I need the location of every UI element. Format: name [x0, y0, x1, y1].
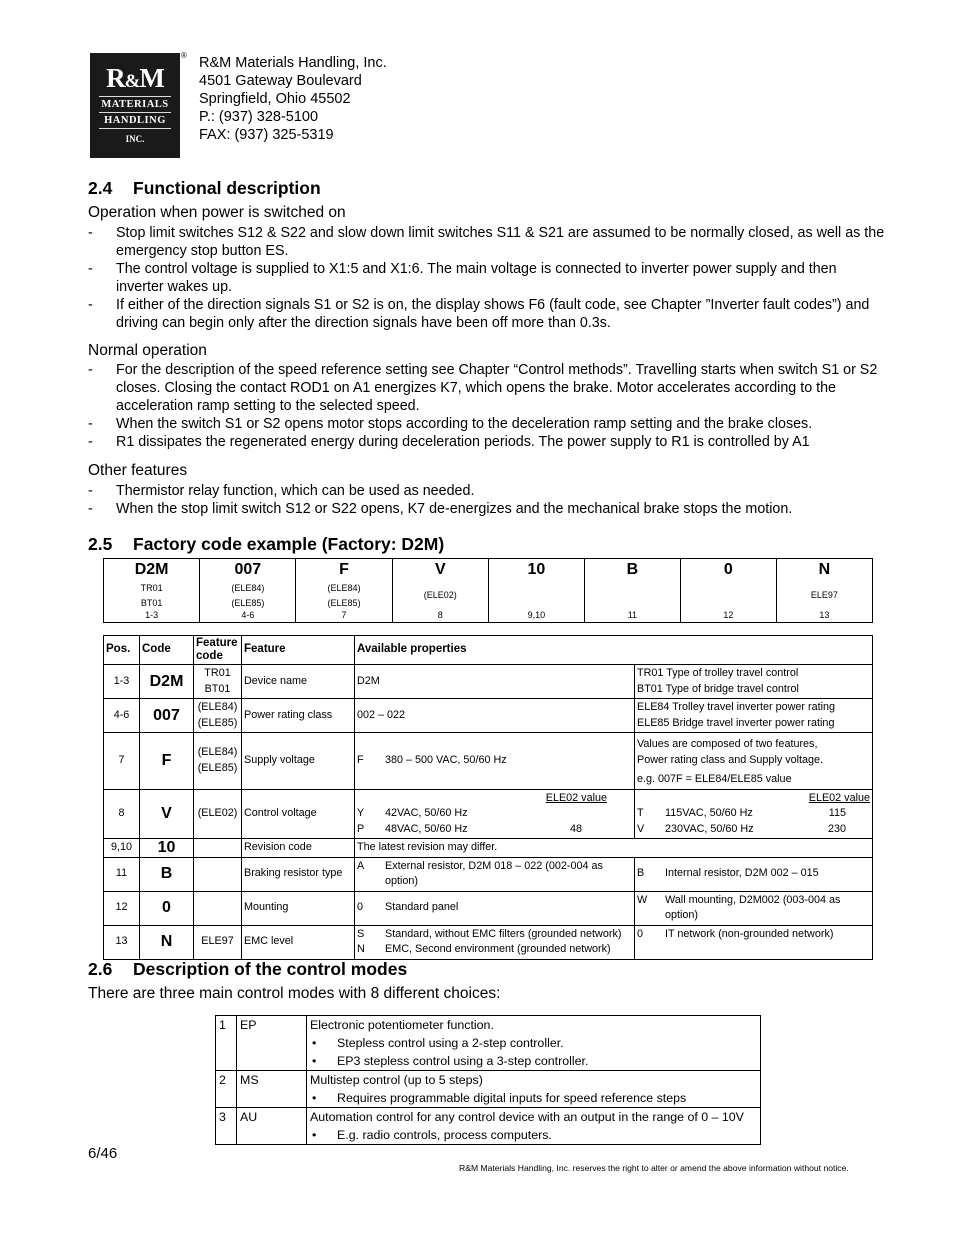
table-row	[104, 925, 873, 959]
table-cell: 0	[140, 891, 194, 925]
table-cell: ELE02 value T 115VAC, 50/60 Hz 115 V 230VAC, 50/60 Hz 230	[635, 789, 873, 839]
table-row	[216, 1016, 761, 1071]
table-cell: S Standard, without EMC filters (grounded network) N EMC, Second environment (grounded network)	[355, 925, 635, 959]
logo-line3: INC.	[125, 134, 145, 144]
subheading-other-features: Other features	[88, 462, 188, 479]
address-line: FAX: (937) 325-5319	[199, 127, 334, 143]
code-cell: 10 9,10	[488, 559, 584, 623]
table-cell: Mounting	[242, 891, 355, 925]
table-cell: AU	[237, 1108, 307, 1145]
table-cell: 2	[216, 1071, 237, 1108]
table-cell: A External resistor, D2M 018 – 022 (002-004 as option)	[355, 857, 635, 891]
table-cell: (ELE02)	[194, 789, 242, 839]
list-item: - When the stop limit switch S12 or S22 opens, K7 de-energizes and the mechanical brake stops the motion.	[88, 500, 888, 518]
table-cell	[194, 891, 242, 925]
table-cell: 8	[104, 789, 140, 839]
table-cell: Pos.	[104, 636, 140, 665]
table-cell	[194, 857, 242, 891]
table-cell: EP	[237, 1016, 307, 1071]
table-cell: 11	[104, 857, 140, 891]
table-cell: 0 IT network (non-grounded network)	[635, 925, 873, 959]
address-line: Springfield, Ohio 45502	[199, 91, 351, 107]
table-cell: Values are composed of two features, Power rating class and Supply voltage. e.g. 007F = ELE84/ELE85 value	[635, 733, 873, 790]
table-cell: Control voltage	[242, 789, 355, 839]
code-cell: B 11	[584, 559, 680, 623]
table-cell: B Internal resistor, D2M 002 – 015	[635, 857, 873, 891]
table-row	[216, 1071, 761, 1108]
company-address	[199, 54, 387, 144]
table-cell: (ELE84) (ELE85)	[194, 733, 242, 790]
section-2-5-heading: 2.5 Factory code example (Factory: D2M)	[88, 534, 445, 554]
table-cell	[194, 839, 242, 858]
address-line: P.: (937) 328-5100	[199, 109, 319, 125]
table-cell: 1	[216, 1016, 237, 1071]
table-cell: Available properties	[355, 636, 873, 665]
section-2-4-heading: 2.4 Functional description	[88, 178, 321, 198]
table-cell: N	[140, 925, 194, 959]
table-cell: Code	[140, 636, 194, 665]
factory-code-strip	[103, 558, 873, 623]
table-cell: D2M	[140, 665, 194, 699]
table-header-row	[104, 636, 873, 665]
code-cell: 0 12	[680, 559, 776, 623]
table-cell: B	[140, 857, 194, 891]
table-cell: Automation control for any control device with an output in the range of 0 – 10V • E.g. radio controls, process computers.	[307, 1108, 761, 1145]
table-cell: 12	[104, 891, 140, 925]
table-row	[104, 839, 873, 858]
code-cell: F (ELE84) (ELE85) 7	[296, 559, 392, 623]
table-cell: 3	[216, 1108, 237, 1145]
control-modes-intro: There are three main control modes with 8 different choices:	[88, 985, 501, 1002]
table-cell: 1-3	[104, 665, 140, 699]
table-row	[104, 733, 873, 790]
list-item: - Thermistor relay function, which can be used as needed.	[88, 482, 888, 500]
table-cell: Feature	[242, 636, 355, 665]
table-cell: The latest revision may differ.	[355, 839, 873, 858]
table-cell: ELE02 value Y 42VAC, 50/60 Hz P 48VAC, 50/60 Hz 48	[355, 789, 635, 839]
power-on-list	[88, 224, 888, 332]
control-modes-table	[215, 1015, 761, 1145]
table-cell: F 380 – 500 VAC, 50/60 Hz	[355, 733, 635, 790]
list-item: - When the switch S1 or S2 opens motor stops according to the deceleration ramp setting and the brake closes.	[88, 415, 888, 433]
table-cell: Electronic potentiometer function. • Stepless control using a 2-step controller. • EP3 stepless control using a 3-step controller.	[307, 1016, 761, 1071]
page-number: 6/46	[88, 1145, 118, 1162]
list-item: - The control voltage is supplied to X1:5 and X1:6. The main voltage is connected to inverter power supply and then inverter wakes up.	[88, 260, 888, 296]
table-cell: 4-6	[104, 699, 140, 733]
table-cell: 13	[104, 925, 140, 959]
address-line: R&M Materials Handling, Inc.	[199, 55, 387, 71]
table-row	[104, 857, 873, 891]
table-cell: (ELE84) (ELE85)	[194, 699, 242, 733]
table-cell: Feature code	[194, 636, 242, 665]
table-row	[104, 699, 873, 733]
table-cell: ELE84 Trolley travel inverter power rating ELE85 Bridge travel inverter power rating	[635, 699, 873, 733]
table-cell: TR01 BT01	[194, 665, 242, 699]
table-cell: 7	[104, 733, 140, 790]
list-item: - For the description of the speed reference setting see Chapter “Control methods”. Travelling starts when switch S1 or S2 closes. Closing the contact ROD1 on A1 energizes K7, which opens the brake. Motor accelerates according to the acceleration ramp setting to the selected speed.	[88, 361, 888, 415]
code-cell: D2M TR01 BT01 1-3	[104, 559, 200, 623]
table-cell: 002 – 022	[355, 699, 635, 733]
table-cell: Supply voltage	[242, 733, 355, 790]
footer-notice: R&M Materials Handling, Inc. reserves the right to alter or amend the above information without notice.	[459, 1163, 849, 1173]
address-line: 4501 Gateway Boulevard	[199, 73, 362, 89]
table-row	[216, 1108, 761, 1145]
table-cell: Braking resistor type	[242, 857, 355, 891]
table-cell: 007	[140, 699, 194, 733]
table-cell: Device name	[242, 665, 355, 699]
code-cell: 007 (ELE84) (ELE85) 4-6	[200, 559, 296, 623]
code-cell: V (ELE02) 8	[392, 559, 488, 623]
normal-operation-list	[88, 361, 888, 451]
list-item: - If either of the direction signals S1 or S2 is on, the display shows F6 (fault code, see Chapter ”Inverter fault codes”) and driving can begin only after the direction signals have been off more than 0.3s.	[88, 296, 888, 332]
registered-mark: ®	[181, 51, 187, 60]
list-item: - R1 dissipates the regenerated energy during deceleration periods. The power supply to R1 is controlled by A1	[88, 433, 888, 451]
table-cell: Power rating class	[242, 699, 355, 733]
table-row	[104, 789, 873, 839]
table-cell: F	[140, 733, 194, 790]
table-cell: W Wall mounting, D2M002 (003-004 as option)	[635, 891, 873, 925]
table-cell: ELE97	[194, 925, 242, 959]
table-cell: 0 Standard panel	[355, 891, 635, 925]
factory-code-table	[103, 635, 873, 960]
table-cell: D2M	[355, 665, 635, 699]
table-cell: Multistep control (up to 5 steps) • Requires programmable digital inputs for speed reference steps	[307, 1071, 761, 1108]
table-cell: V	[140, 789, 194, 839]
company-logo	[90, 53, 180, 158]
table-cell: Revision code	[242, 839, 355, 858]
logo-line1: MATERIALS	[101, 99, 169, 110]
code-cell: N ELE97 13	[776, 559, 872, 623]
logo-rm: R&M	[106, 63, 164, 93]
table-cell: 10	[140, 839, 194, 858]
section-2-6-heading: 2.6 Description of the control modes	[88, 959, 408, 979]
other-features-list	[88, 482, 888, 518]
list-item: - Stop limit switches S12 & S22 and slow down limit switches S11 & S21 are assumed to be normally closed, as well as the emergency stop button ES.	[88, 224, 888, 260]
table-row	[104, 665, 873, 699]
table-cell: 9,10	[104, 839, 140, 858]
table-cell: EMC level	[242, 925, 355, 959]
subheading-normal-operation: Normal operation	[88, 342, 207, 359]
table-cell: MS	[237, 1071, 307, 1108]
subheading-power-on: Operation when power is switched on	[88, 204, 346, 221]
table-cell: TR01 Type of trolley travel control BT01 Type of bridge travel control	[635, 665, 873, 699]
table-row	[104, 891, 873, 925]
logo-line2: HANDLING	[104, 115, 166, 126]
